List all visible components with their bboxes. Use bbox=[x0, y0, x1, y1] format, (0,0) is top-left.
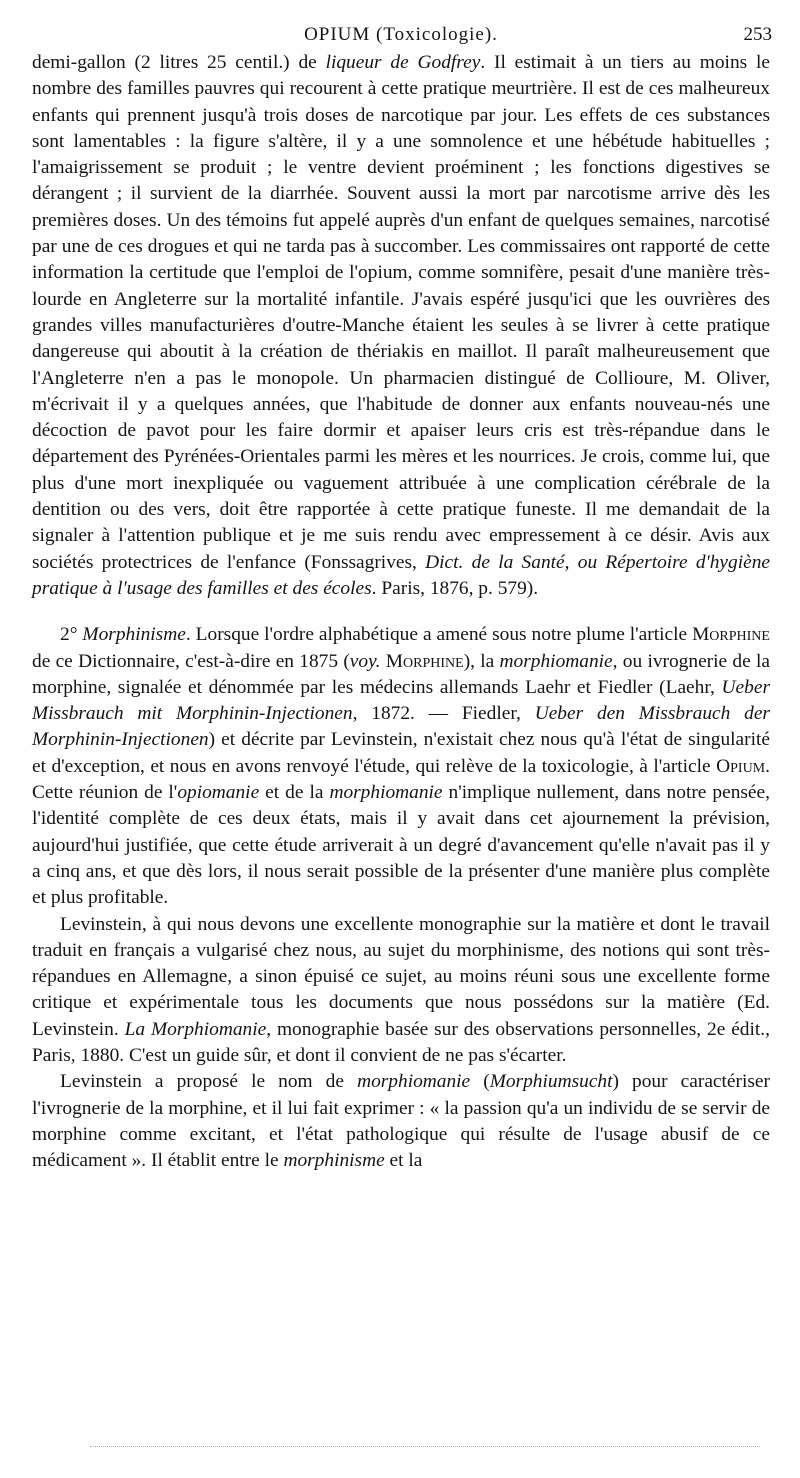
text-run: ) pour caractériser l'ivrognerie de la morphine, et il lui fait exprimer : « la passion qu'a un individu de se servir de morphine comme excitant, et l'état pathologique qui résulte de l'usage abusif de ce médicament ». Il établit entre le bbox=[32, 1071, 770, 1172]
page-bottom-rule bbox=[90, 1446, 760, 1447]
text-run: . Paris, 1876, p. 579). bbox=[371, 577, 539, 599]
italic-run: voy. bbox=[349, 650, 381, 672]
italic-run: opiomanie bbox=[177, 782, 260, 804]
small-caps-run: Opium bbox=[716, 755, 766, 777]
small-caps-run: Morphine bbox=[385, 650, 464, 672]
section-number: 2° bbox=[60, 624, 83, 646]
text-run: et de la bbox=[259, 782, 330, 804]
section-heading: Morphinisme bbox=[82, 624, 186, 646]
page-number: 253 bbox=[743, 24, 772, 45]
running-header bbox=[32, 20, 770, 50]
text-run: Levinstein, à qui nous devons une excellente monographie sur la matière et dont le travail traduit en français a vulgarisé chez nous, au sujet du morphinisme, des notions qui sont très-répandues en Allemagne, a sinon épuisé ce sujet, au moins réuni sous une excellente forme critique et expérimentale tous les documents que nous possédons sur la matière (Ed. Levinstein. bbox=[32, 913, 770, 1040]
italic-run: morphinisme bbox=[283, 1150, 385, 1172]
text-run: et la bbox=[384, 1150, 423, 1172]
text-run: de ce Dictionnaire, c'est-à-dire en 1875 ( bbox=[32, 650, 350, 672]
italic-run: Morphiumsucht bbox=[489, 1071, 613, 1093]
book-page bbox=[32, 20, 770, 1174]
small-caps-run: Morphine bbox=[692, 624, 770, 646]
text-run: ) et décrite par Levinstein, n'existait chez nous qu'à l'état de singularité et d'exception, et nous en avons renvoyé l'étude, qui relève de la toxicologie, à l'article bbox=[32, 729, 770, 777]
italic-run: morphiomanie bbox=[499, 650, 613, 672]
italic-run: morphiomanie bbox=[357, 1071, 471, 1093]
text-run: Levinstein a proposé le nom de bbox=[60, 1071, 358, 1093]
text-run: . Lorsque l'ordre alphabétique a amené sous notre plume l'article bbox=[185, 624, 693, 646]
text-run: ), la bbox=[463, 650, 500, 672]
italic-run: morphiomanie bbox=[329, 782, 443, 804]
text-run: , 1872. — Fiedler, bbox=[352, 703, 535, 725]
text-run: , ou ivrognerie de la morphine, signalée et dénommée par les médecins allemands Laehr et Fiedler (Laehr, bbox=[32, 650, 770, 698]
text-run: , monographie basée sur des observations personnelles, 2e édit., Paris, 1880. C'est un guide sûr, et dont il convient de ne pas s'écarter. bbox=[32, 1018, 770, 1066]
paragraph-levinstein-monograph bbox=[32, 912, 770, 1070]
text-run: demi-gallon (2 litres 25 centil.) de bbox=[32, 52, 326, 73]
running-title: OPIUM (Toxicologie). bbox=[304, 24, 498, 45]
citation-title: Ueber den Missbrauch der Morphinin-Injectionen bbox=[32, 703, 770, 751]
paragraph-godfrey-liquor bbox=[32, 50, 770, 602]
citation-title: Ueber Missbrauch mit Morphinin-Injectionen bbox=[32, 676, 770, 725]
paragraph-levinstein-definition bbox=[32, 1069, 770, 1174]
paragraph-morphinisme bbox=[32, 622, 770, 911]
italic-run: liqueur de Godfrey bbox=[325, 52, 481, 73]
text-run: . Il estimait à un tiers au moins le nombre des familles pauvres qui recourent à cette pratique meurtrière. Il est de ces malheureux enfants qui prennent jusqu'à trois doses de narcotique par jour. Les effets de ces substances sont lamentables : la figure s'altère, il y a une somnolence et une hébétude habituelles ; l'amaigrissement se produit ; le ventre devient proéminent ; les fonctions digestives se dérangent ; il survient de la diarrhée. Souvent aussi la mort par narcotisme arrive dès les premières doses. Un des témoins fut appelé auprès d'un enfant de quelques semaines, narcotisé par une de ces drogues et qui ne tarda pas à succomber. Les commissaires ont rapporté de cette information la certitude que l'emploi de l'opium, comme somnifère, pesait d'une manière très-lourde en Angleterre sur la mortalité infantile. J'avais espéré jusqu'ici que les ouvrières des grandes villes manufacturières d'outre-Manche étaient les seules à se livrer à cette pratique dangereuse qui aboutit à la création de thériakis en maillot. Il paraît malheureusement que l'Angleterre n'en a pas le monopole. Un pharmacien distingué de Collioure, M. Oliver, m'écrivait il y a quelques années, que l'habitude de donner aux enfants nouveau-nés une décoction de pavot pour les faire dormir et apaiser leurs cris est très-répandue dans le département des Pyrénées-Orientales parmi les mères et les nourrices. Je crois, comme lui, que plus d'une mort inexpliquée ou vaguement attribuée à une complication cérébrale de la dentition ou des vers, doit être rapportée à cette pratique funeste. Il me demandait de la signaler à l'attention publique et je me suis rendu avec empressement à ce désir. Avis aux sociétés protectrices de l'enfance (Fonssagrives, bbox=[32, 52, 770, 573]
citation-title: Dict. de la Santé, ou Répertoire d'hygiène pratique à l'usage des familles et des écoles bbox=[32, 551, 770, 599]
citation-title: La Morphiomanie bbox=[124, 1018, 267, 1040]
text-run: . Cette réunion de l' bbox=[32, 755, 770, 804]
text-run: n'implique nullement, dans notre pensée, l'identité complète de ces deux états, mais il y avait dans cet ajournement la prévision, aujourd'hui justifiée, que cette étude arriverait à un degré d'avancement qu'elle n'avait pas il y a cinq ans, et que dès lors, il nous serait possible de la présenter d'une manière plus complète et plus profitable. bbox=[32, 782, 770, 909]
text-run: ( bbox=[470, 1071, 490, 1093]
